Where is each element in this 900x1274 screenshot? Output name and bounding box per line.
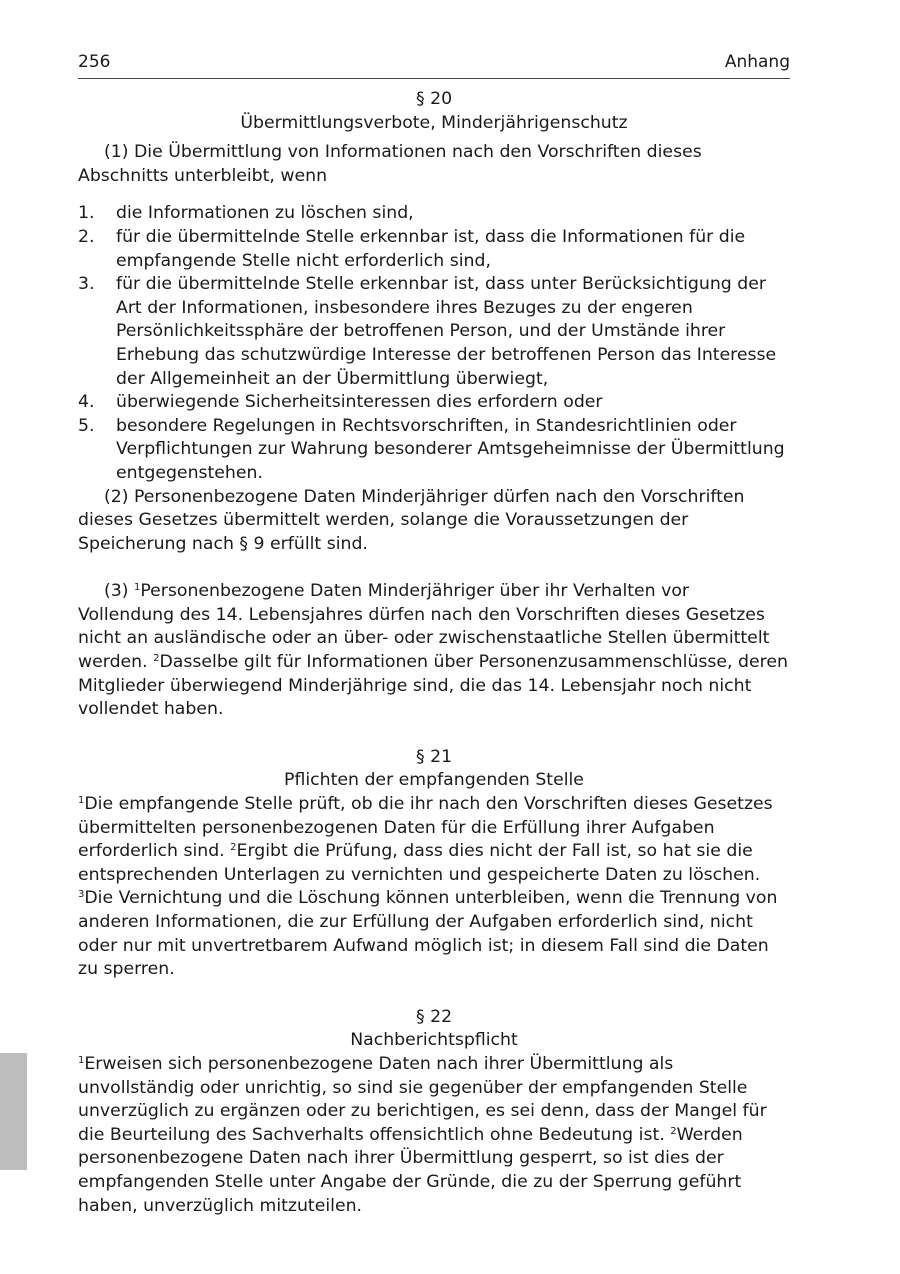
sentence-text: Ergibt die Prüfung, dass dies nicht der Fall ist, so hat sie die entsprechenden Unterlagen zu vernichten und gespeicherte Daten zu löschen. [78, 841, 761, 885]
section-22-title: Nachberichtspflicht [350, 1030, 518, 1051]
sentence-text: Dasselbe gilt für Informationen über Personenzusammenschlüsse, deren Mitglieder überwiegend Minderjährige sind, die das 14. Lebensjahr noch nicht vollendet haben. [78, 652, 788, 720]
list-number: 3. [78, 274, 95, 295]
list-text: die Informationen zu löschen sind, [116, 203, 414, 224]
list-text: besondere Regelungen in Rechtsvorschriften, in Standesrichtlinien oder Verpflichtungen zur Wahrung besonderer Amtsgeheimnisse der Übermittlung entgegenstehen. [116, 415, 785, 483]
section-21-number: § 21 [415, 746, 453, 767]
section-20-number: § 20 [415, 89, 453, 109]
list-item [78, 202, 790, 226]
sentence-text: Personenbezogene Daten Minderjähriger über ihr Verhalten vor Vollendung des 14. Lebensjahres dürfen nach den Vorschriften dieses Gesetzes nicht an ausländische oder an über- oder zwischenstaatliche Stellen übermittelt werden. [78, 581, 770, 673]
list-text: für die übermittelnde Stelle erkennbar ist, dass die Informationen für die empfangende Stelle nicht erforderlich sind, [116, 226, 746, 271]
paragraph-lead: (3) [104, 581, 134, 602]
sentence-number: 2 [230, 842, 237, 854]
section-22-number: § 22 [415, 1006, 453, 1027]
sentence-text: Erweisen sich personenbezogene Daten nach ihrer Übermittlung als unvollständig oder unrichtig, so sind sie gegenüber der empfangenden Stelle unverzüglich zu ergänzen oder zu berichtigen, es sei denn, dass der Mangel für die Beurteilung des Sachverhalts offensichtlich ohne Bedeutung ist. [78, 1053, 767, 1145]
s21-paragraph [78, 793, 790, 982]
s20-paragraph-3 [78, 580, 790, 722]
chapter-thumb-tab [0, 1053, 27, 1170]
list-item [78, 391, 790, 415]
sentence-number: 1 [78, 795, 85, 807]
section-20-title: Übermittlungsverbote, Minderjährigenschutz [240, 112, 628, 133]
section-21-title: Pflichten der empfangenden Stelle [284, 770, 584, 791]
s20-paragraph-2: (2) Personenbezogene Daten Minderjähriger dürfen nach den Vorschriften dieses Gesetzes übermittelt werden, solange die Voraussetzungen der Speicherung nach § 9 erfüllt sind. [78, 486, 745, 554]
list-number: 1. [78, 203, 95, 224]
sentence-number: 3 [78, 889, 85, 901]
s20-paragraph-1: (1) Die Übermittlung von Informationen nach den Vorschriften dieses Abschnitts unterbleibt, wenn [78, 142, 702, 186]
list-item [78, 226, 790, 273]
sentence-text: Die empfangende Stelle prüft, ob die ihr nach den Vorschriften dieses Gesetzes übermittelten personenbezogenen Daten für die Erfüllung ihrer Aufgaben erforderlich sind. [78, 794, 773, 862]
sentence-text: Werden personenbezogene Daten nach ihrer Übermittlung gesperrt, so ist dies der empfangenden Stelle unter Angabe der Gründe, die zu der Sperrung geführt haben, unverzüglich mitzuteilen. [78, 1124, 743, 1216]
list-number: 4. [78, 392, 95, 413]
list-item [78, 273, 790, 391]
sentence-text: Die Vernichtung und die Löschung können unterbleiben, wenn die Trennung von anderen Informationen, die zur Erfüllung der Aufgaben erforderlich sind, nicht oder nur mit unvertretbarem Aufwand möglich ist; in diesem Fall sind die Daten zu sperren. [78, 888, 778, 980]
list-number: 5. [78, 415, 95, 436]
list-number: 2. [78, 226, 95, 247]
page-number: 256 [78, 52, 111, 72]
running-title: Anhang [724, 52, 790, 72]
page-content [78, 88, 790, 1218]
sentence-number: 1 [133, 582, 141, 594]
sentence-number: 2 [670, 1125, 677, 1137]
s22-paragraph [78, 1053, 790, 1218]
list-text: überwiegende Sicherheitsinteressen dies erfordern oder [116, 392, 603, 413]
sentence-number: 1 [78, 1054, 85, 1066]
page-header [78, 52, 790, 79]
s20-list [78, 202, 790, 485]
list-item [78, 415, 790, 486]
sentence-number: 2 [153, 653, 160, 665]
list-text: für die übermittelnde Stelle erkennbar ist, dass unter Berücksichtigung der Art der Informationen, insbesondere ihres Bezuges zu der engeren Persönlichkeitssphäre der betroffenen Person, und der Umstände ihrer Erhebung das schutzwürdige Interesse der betroffenen Person das Interesse der Allgemeinheit an der Übermittlung überwiegt, [116, 274, 777, 389]
